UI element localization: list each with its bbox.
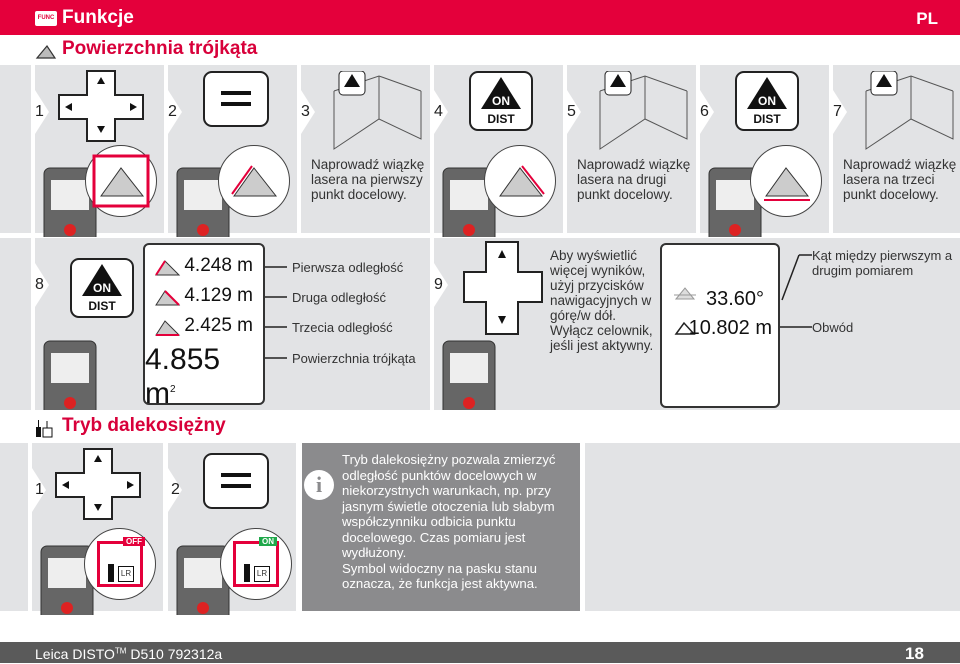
display-bubble — [220, 528, 292, 600]
on-dist-button-icon — [70, 258, 134, 323]
long-range-step-1-panel — [32, 443, 163, 611]
step-number: 1 — [35, 103, 44, 120]
perimeter-label: Obwód — [812, 320, 854, 335]
panel-filler — [0, 238, 31, 410]
section-title-long-range: Tryb dalekosiężny — [62, 415, 226, 436]
dpad-icon — [54, 447, 142, 526]
equals-button-icon — [203, 71, 269, 132]
step-number: 9 — [434, 276, 443, 293]
step-9-panel — [434, 238, 960, 410]
long-range-step-2-panel — [168, 443, 296, 611]
display-bubble — [750, 145, 822, 217]
display-screen — [660, 243, 780, 408]
info-box — [302, 443, 580, 611]
display-bubble — [484, 145, 556, 217]
dpad-up-down-icon — [462, 240, 544, 341]
header-bar — [0, 0, 960, 35]
svg-text:DIST: DIST — [753, 112, 781, 126]
room-laser-icon — [861, 71, 956, 156]
third-distance-label: Trzecia odległość — [292, 320, 393, 335]
long-range-icon — [233, 541, 279, 587]
leader-lines — [265, 238, 290, 410]
step-4-panel — [434, 65, 563, 233]
second-distance-label: Druga odległość — [292, 290, 386, 305]
status-badge: OFF — [123, 537, 145, 546]
equals-button-icon — [203, 453, 269, 514]
step-number: 6 — [700, 103, 709, 120]
first-distance-label: Pierwsza odległość — [292, 260, 404, 275]
third-distance-value: 2.425 m — [184, 315, 253, 336]
display-screen — [143, 243, 265, 410]
step-3-panel — [301, 65, 430, 233]
triangle-icon — [485, 146, 555, 216]
svg-text:ON: ON — [758, 94, 776, 108]
step-5-panel — [567, 65, 696, 233]
status-badge: ON — [259, 537, 277, 546]
section-title-triangle-area: Powierzchnia trójkąta — [62, 38, 258, 59]
step-number: 1 — [35, 481, 44, 498]
step-text: Naprowadź wiązkę lasera na drugi punkt docelowy. — [577, 157, 691, 202]
step-8-panel — [35, 238, 430, 410]
on-dist-button-icon — [469, 71, 533, 136]
second-distance-value: 4.129 m — [184, 285, 253, 306]
step-9-text: Aby wyświetlić więcej wyników, użyj przycisków nawigacyjnych w górę/w dół. Wyłącz celownik, jeśli jest aktywny. — [550, 248, 654, 353]
room-laser-icon — [595, 71, 690, 156]
svg-text:ON: ON — [93, 281, 111, 295]
long-range-icon — [97, 541, 143, 587]
page-title: Funkcje — [62, 7, 134, 28]
info-paragraph: Tryb dalekosiężny pozwala zmierzyć odległość punktów docelowych w niekorzystnych warunkach, np. przy jasnym świetle otoczenia lub słabym współczynniku odbicia punktu docelowego. Czas pomiaru jest wydłużony. — [342, 452, 556, 560]
area-value: 4.855 $m^2$ — [145, 343, 221, 410]
area-label: Powierzchnia trójkąta — [292, 351, 416, 366]
lr-label: LR — [254, 566, 270, 582]
triangle-icon — [751, 146, 821, 216]
page-number: 18 — [905, 644, 924, 663]
svg-text:DIST: DIST — [88, 299, 116, 313]
angle-label: Kąt między pierwszym a drugim pomiarem — [812, 248, 953, 278]
triangle-side-icons — [153, 257, 183, 337]
leader-lines — [774, 238, 814, 410]
display-bubble — [84, 528, 156, 600]
display-bubble — [218, 145, 290, 217]
panel-filler — [0, 65, 31, 233]
step-number: 8 — [35, 276, 44, 293]
step-6-panel — [700, 65, 829, 233]
step-number: 5 — [567, 103, 576, 120]
device-icon — [439, 333, 499, 415]
on-dist-button-icon — [735, 71, 799, 136]
triangle-icon — [219, 146, 289, 216]
room-laser-icon — [329, 71, 424, 156]
language-code: PL — [916, 9, 938, 28]
step-text: Naprowadź wiązkę lasera na pierwszy punkt docelowy. — [311, 157, 425, 202]
display-bubble — [85, 145, 157, 217]
step-2-panel — [168, 65, 297, 233]
info-icon: i — [304, 470, 334, 500]
first-distance-value: 4.248 m — [184, 255, 253, 276]
step-7-panel — [833, 65, 960, 233]
step-number: 2 — [171, 481, 180, 498]
svg-text:ON: ON — [492, 94, 510, 108]
long-range-mode-icon — [35, 418, 53, 438]
lr-label: LR — [118, 566, 134, 582]
step-1-panel — [35, 65, 164, 233]
footer-product: Leica DISTO™ D510 792312a — [35, 646, 223, 662]
footer-bar — [0, 642, 960, 663]
angle-icon — [674, 285, 696, 305]
triangle-icon — [86, 146, 156, 216]
triangle-area-icon — [35, 42, 57, 60]
step-number: 7 — [833, 103, 842, 120]
step-text: Naprowadź wiązkę lasera na trzeci punkt docelowy. — [843, 157, 957, 202]
step-number: 3 — [301, 103, 310, 120]
panel-filler — [585, 443, 960, 611]
perimeter-value: 10.802 m — [688, 317, 772, 339]
device-icon — [40, 333, 100, 415]
angle-value: 33.60° — [705, 288, 764, 310]
func-badge-icon: FUNC — [35, 11, 57, 26]
info-text — [342, 452, 574, 592]
step-number: 2 — [168, 103, 177, 120]
info-paragraph-2: Symbol widoczny na pasku stanu oznacza, że funkcja jest aktywna. — [342, 560, 538, 591]
dpad-icon — [57, 69, 145, 148]
svg-text:DIST: DIST — [487, 112, 515, 126]
panel-filler — [0, 443, 28, 611]
step-number: 4 — [434, 103, 443, 120]
